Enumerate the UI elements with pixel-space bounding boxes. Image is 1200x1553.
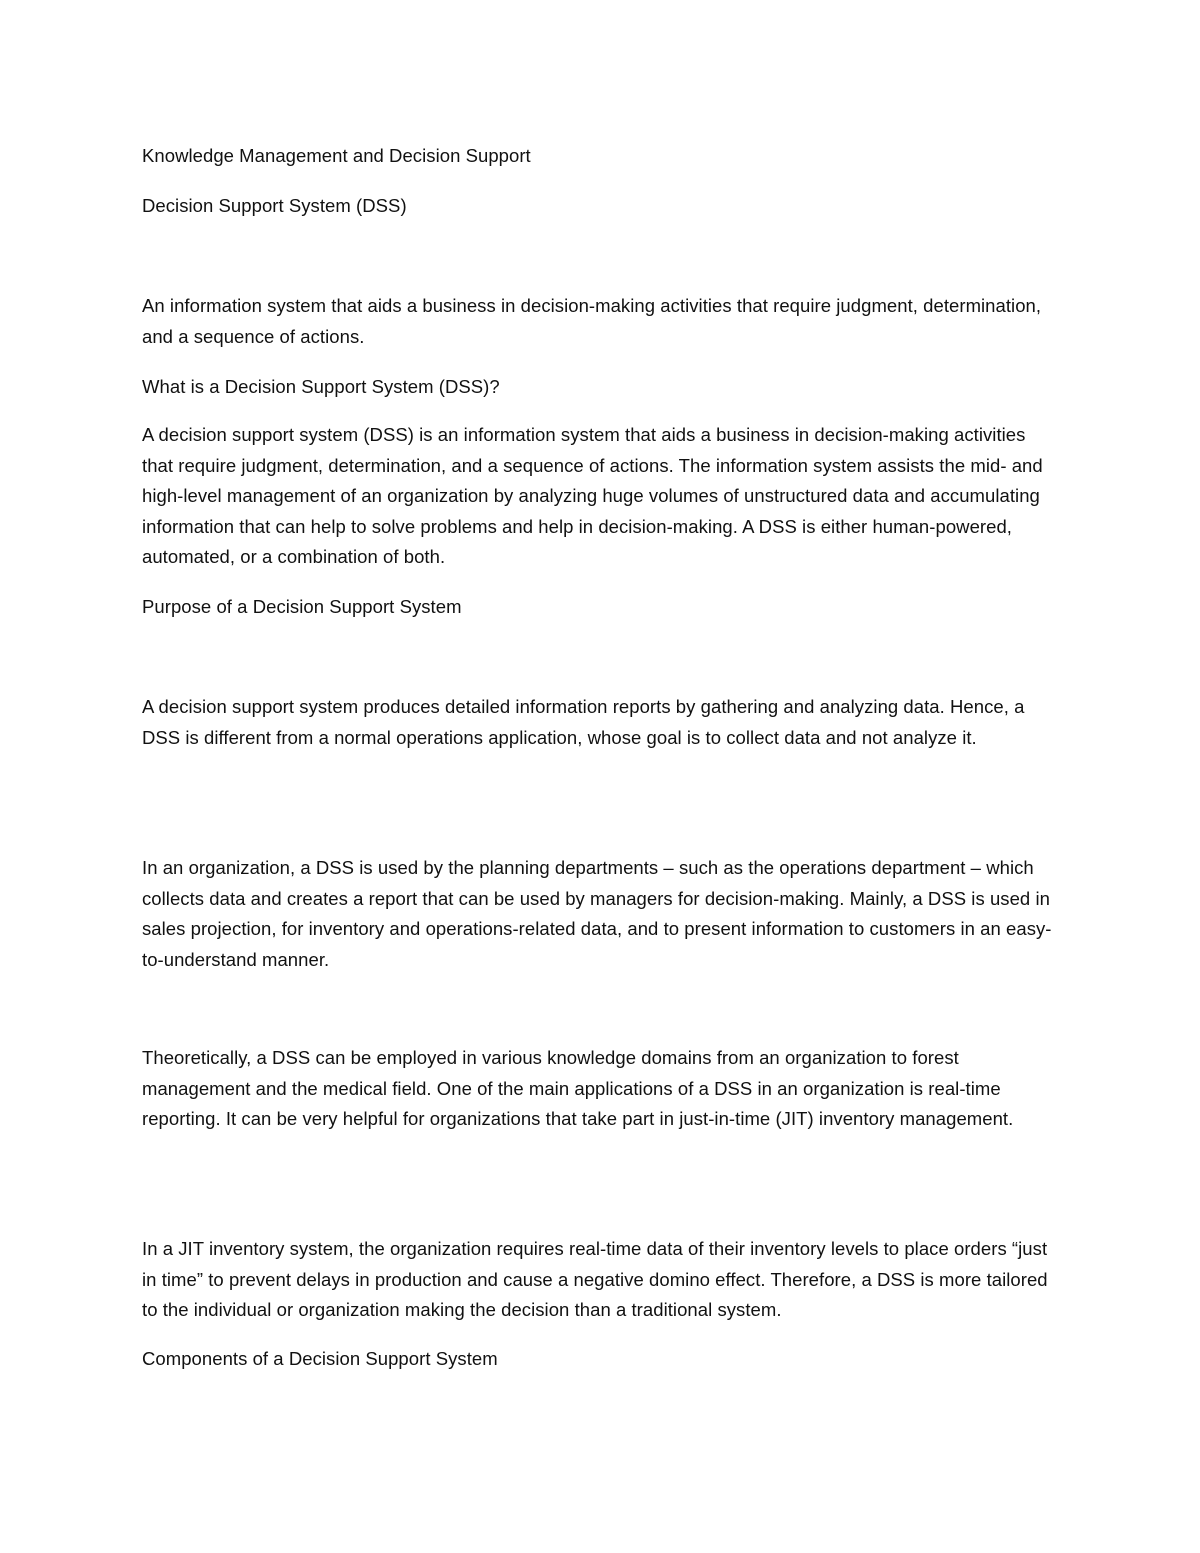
document-title: Knowledge Management and Decision Support <box>142 145 531 166</box>
purpose-paragraph-3: Theoretically, a DSS can be employed in various knowledge domains from an organization to forest management and the medical field. One of the main applications of a DSS in an organization is real-time reporting. It can be very helpful for organizations that take part in just-in-time (JIT) inventory management. <box>142 1047 1014 1129</box>
section-heading-components: Components of a Decision Support System <box>142 1348 498 1369</box>
document-subtitle: Decision Support System (DSS) <box>142 195 407 216</box>
purpose-paragraph-2: In an organization, a DSS is used by the planning departments – such as the operations department – which collects data and creates a report that can be used by managers for decision-making. Mainly, a DSS is used in sales projection, for inventory and operations-related data, and to present information to customers in an easy-to-understand manner. <box>142 857 1052 970</box>
section-heading-what-is-dss: What is a Decision Support System (DSS)? <box>142 376 500 397</box>
what-is-dss-paragraph: A decision support system (DSS) is an information system that aids a business in decision-making activities that require judgment, determination, and a sequence of actions. The information system assists the mid- and high-level management of an organization by analyzing huge volumes of unstructured data and accumulating information that can help to solve problems and help in decision-making. A DSS is either human-powered, automated, or a combination of both. <box>142 424 1043 567</box>
intro-paragraph: An information system that aids a business in decision-making activities that require judgment, determination, and a sequence of actions. <box>142 295 1042 347</box>
purpose-paragraph-1: A decision support system produces detailed information reports by gathering and analyzing data. Hence, a DSS is different from a normal operations application, whose goal is to collect data and not analyze it. <box>142 696 1025 748</box>
purpose-paragraph-4: In a JIT inventory system, the organization requires real-time data of their inventory levels to place orders “just in time” to prevent delays in production and cause a negative domino effect. Therefore, a DSS is more tailored to the individual or organization making the decision than a traditional system. <box>142 1238 1048 1320</box>
section-heading-purpose: Purpose of a Decision Support System <box>142 596 462 617</box>
